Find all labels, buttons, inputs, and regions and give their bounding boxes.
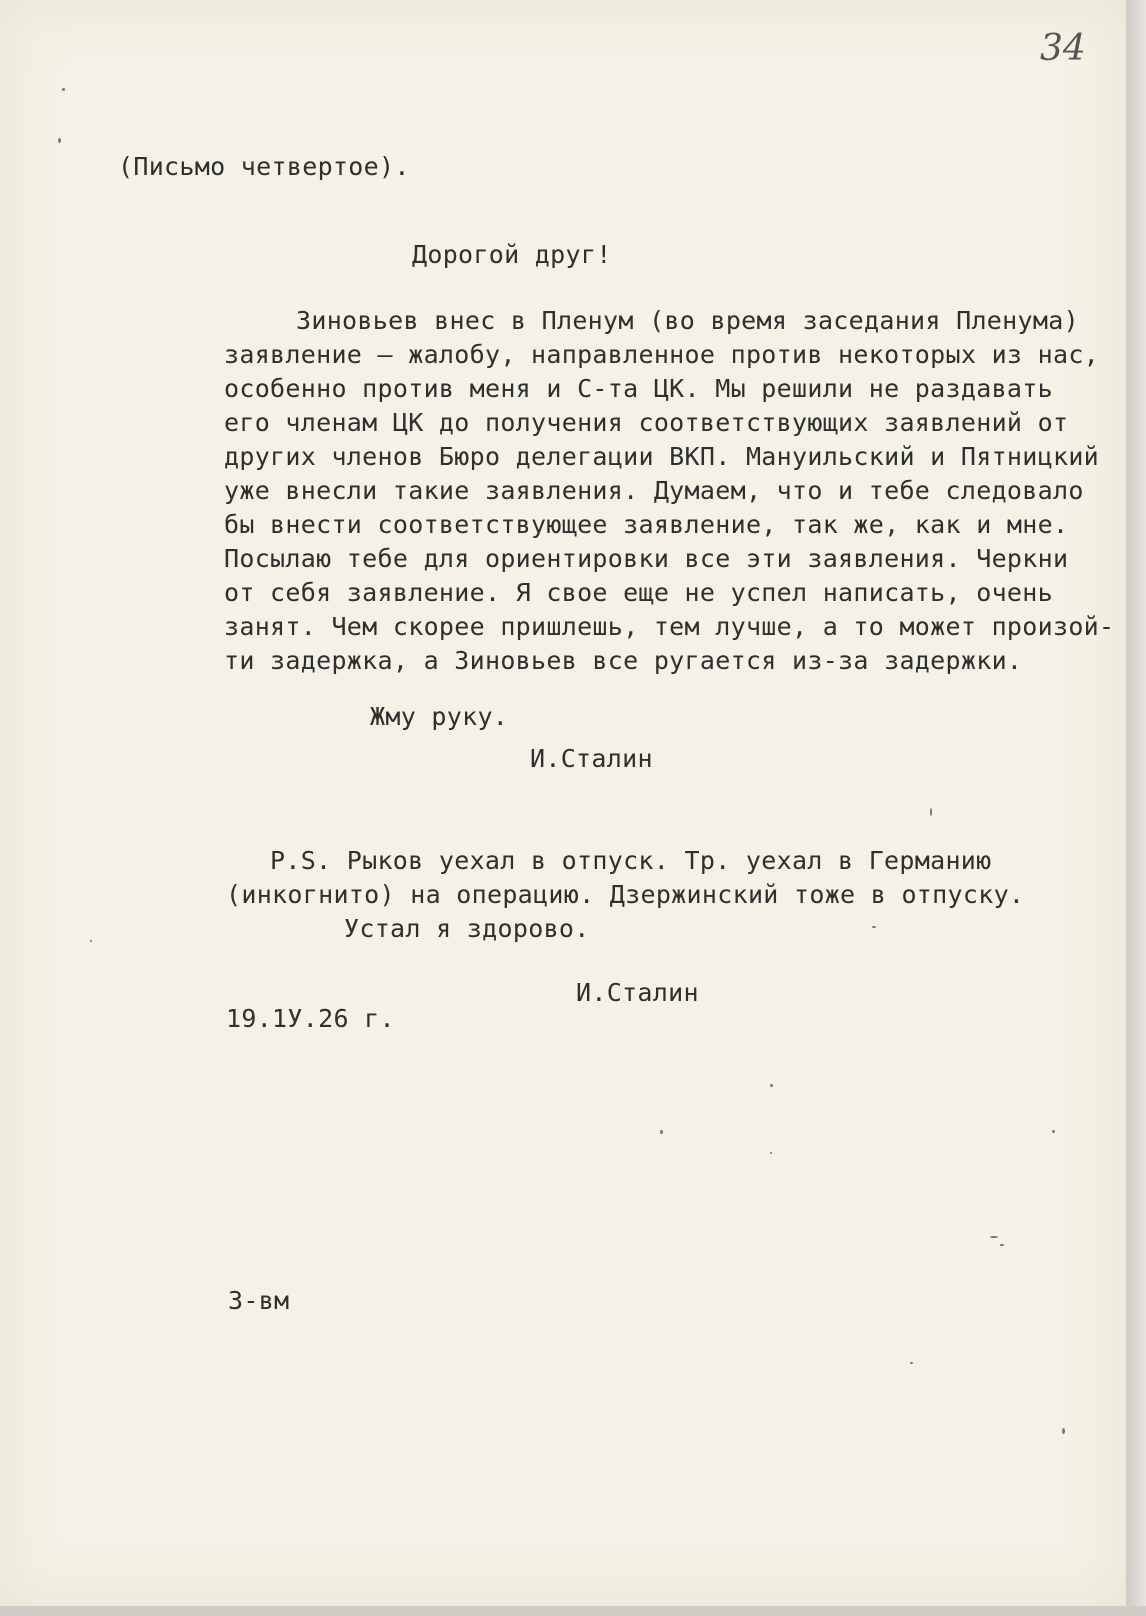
paper-speck: [90, 940, 92, 942]
body-line: Посылаю тебе для ориентировки все эти заявления. Черкни: [224, 544, 1069, 573]
letter-heading: (Письмо четвертое).: [118, 152, 410, 181]
body-line: его членам ЦК до получения соответствующих заявлений от: [224, 408, 1069, 437]
postscript-line: (инкогнито) на операцию. Дзержинский тоже в отпуску.: [226, 880, 1025, 909]
salutation: Дорогой друг!: [412, 240, 612, 269]
body-line: заявление — жалобу, направленное против некоторых из нас,: [224, 340, 1100, 369]
body-line: занят. Чем скорее пришлешь, тем лучше, а то может произой-: [224, 612, 1115, 641]
body-line: от себя заявление. Я свое еще не успел написать, очень: [224, 578, 1053, 607]
body-line: бы внести соответствующее заявление, так же, как и мне.: [224, 510, 1069, 539]
scan-edge-bottom: [0, 1606, 1146, 1616]
postscript-line: Устал я здорово.: [344, 914, 590, 943]
signature-first: И.Сталин: [530, 744, 653, 773]
body-line: Зиновьев внес в Пленум (во время заседания Пленума): [296, 306, 1079, 335]
paper-speck: [872, 926, 876, 928]
paper-speck: [770, 1084, 773, 1087]
paper-speck: [58, 138, 61, 143]
paper-speck: [1000, 1244, 1004, 1246]
closing: Жму руку.: [370, 702, 509, 731]
body-line: особенно против меня и С-та ЦК. Мы решили не раздавать: [224, 374, 1053, 403]
page-number: 34: [1040, 28, 1086, 69]
paper-speck: [990, 1236, 998, 1238]
body-line: уже внесли такие заявления. Думаем, что и тебе следовало: [224, 476, 1084, 505]
signature-second: И.Сталин: [576, 978, 699, 1007]
body-line: ти задержка, а Зиновьев все ругается из-за задержки.: [224, 646, 1023, 675]
paper-speck: [770, 1152, 772, 1154]
paper-speck: [910, 1362, 913, 1364]
paper-speck: [660, 1130, 663, 1134]
postscript-line: P.S. Рыков уехал в отпуск. Тр. уехал в Германию: [270, 846, 992, 875]
letter-date: 19.1У.26 г.: [226, 1004, 395, 1033]
body-line: других членов Бюро делегации ВКП. Мануильский и Пятницкий: [224, 442, 1100, 471]
scan-edge-right: [1126, 0, 1146, 1616]
paper-speck: [1052, 1130, 1055, 1133]
paper-speck: [1062, 1428, 1065, 1434]
typist-mark: 3-вм: [228, 1286, 290, 1315]
paper-speck: [930, 808, 932, 816]
paper-speck: [62, 88, 65, 91]
